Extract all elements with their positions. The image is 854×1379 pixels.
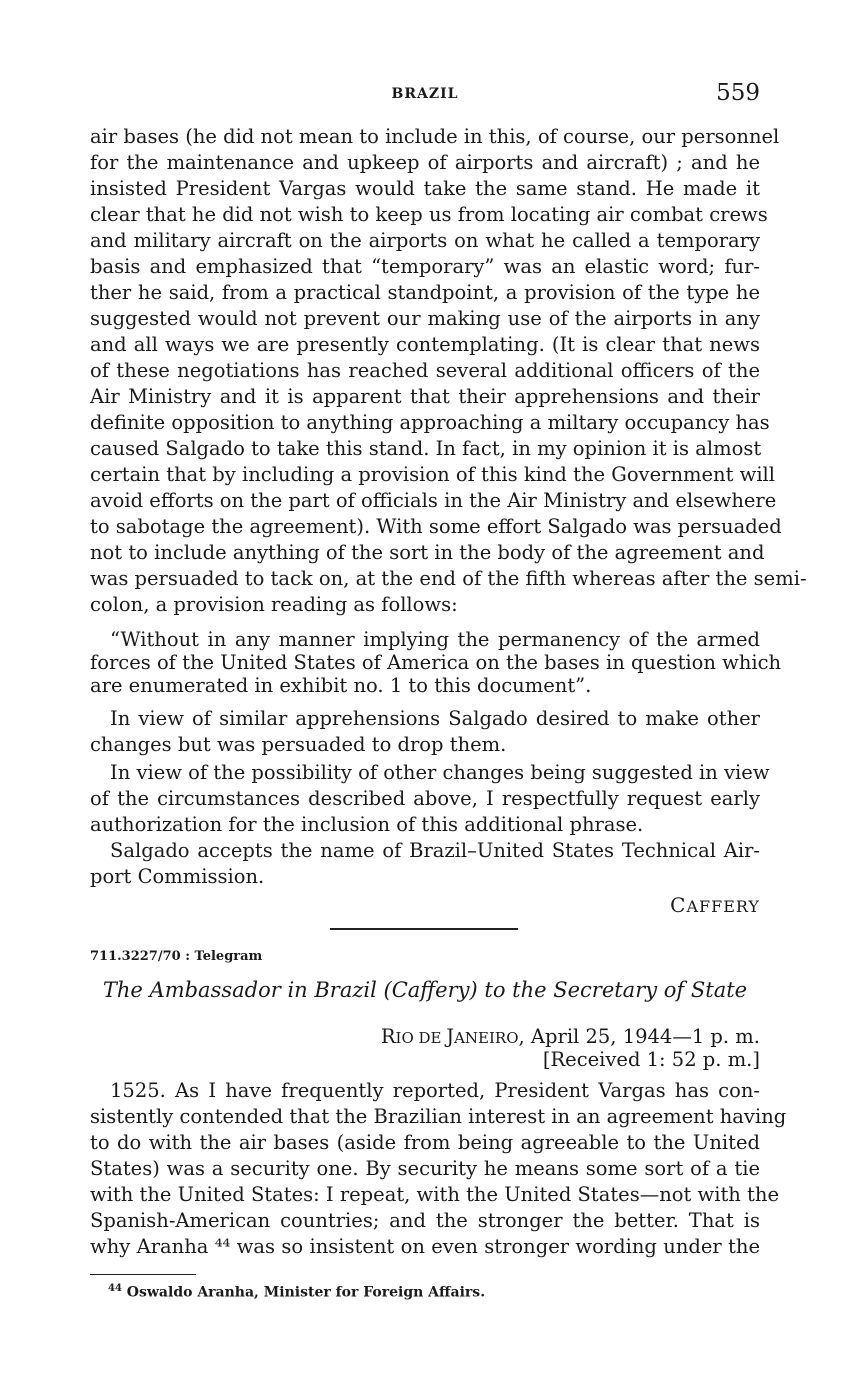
body-line: air bases (he did not mean to include in this, of course, our personnel bbox=[90, 125, 780, 148]
paragraph bbox=[90, 706, 760, 758]
body-line: sistently contended that the Brazilian interest in an agreement having bbox=[90, 1105, 787, 1128]
body-line: and all ways we are presently contemplating. (It is clear that news bbox=[90, 333, 760, 356]
received-time: [Received 1: 52 p. m.] bbox=[542, 1048, 760, 1071]
body-line: to sabotage the agreement). With some effort Salgado was persuaded bbox=[90, 515, 782, 538]
signature-rest: AFFERY bbox=[686, 897, 760, 916]
body-line: insisted President Vargas would take the same stand. He made it bbox=[90, 177, 760, 200]
dateline-cap: J bbox=[446, 1025, 455, 1048]
page-number: 559 bbox=[716, 80, 760, 106]
body-line: In view of the possibility of other changes being suggested in view bbox=[110, 761, 770, 784]
signature bbox=[670, 893, 760, 917]
dateline-small: IO DE bbox=[395, 1029, 447, 1047]
body-text bbox=[90, 124, 807, 618]
body-line: clear that he did not wish to keep us from locating air combat crews bbox=[90, 203, 768, 226]
file-number: 711.3227/70 : Telegram bbox=[90, 949, 263, 964]
body-line: States) was a security one. By security he means some sort of a tie bbox=[90, 1157, 760, 1180]
quote-line: forces of the United States of America on the bases in question which bbox=[90, 651, 782, 674]
body-line: of these negotiations has reached several additional officers of the bbox=[90, 359, 760, 382]
body-line: basis and emphasized that “temporary” was an elastic word; fur- bbox=[90, 255, 760, 278]
telegram-text bbox=[90, 1078, 787, 1260]
dateline bbox=[381, 1025, 760, 1048]
body-line: to do with the air bases (aside from being agreeable to the United bbox=[90, 1131, 760, 1154]
body-line: definite opposition to anything approaching a miltary occupancy has bbox=[90, 411, 770, 434]
running-title: BRAZIL bbox=[391, 86, 459, 102]
quoted-provision bbox=[90, 628, 782, 697]
dateline-small: ANEIRO bbox=[454, 1029, 519, 1047]
body-line: caused Salgado to take this stand. In fact, in my opinion it is almost bbox=[90, 437, 762, 460]
dateline-date: , April 25, 1944—1 p. m. bbox=[518, 1025, 760, 1048]
body-line: Spanish-American countries; and the stronger the better. That is bbox=[90, 1209, 760, 1232]
body-line: and military aircraft on the airports on what he called a temporary bbox=[90, 229, 760, 252]
body-line: authorization for the inclusion of this additional phrase. bbox=[90, 813, 644, 836]
body-line: why Aranha ⁴⁴ was so insistent on even stronger wording under the bbox=[90, 1235, 760, 1258]
paragraph bbox=[90, 838, 760, 890]
footnote-text: Oswaldo Aranha, Minister for Foreign Affairs. bbox=[126, 1284, 486, 1301]
body-line: avoid efforts on the part of officials in the Air Ministry and elsewhere bbox=[90, 489, 777, 512]
body-line: was persuaded to tack on, at the end of the fifth whereas after the semi- bbox=[90, 567, 807, 590]
signature-initial: C bbox=[670, 893, 687, 917]
body-line: Salgado accepts the name of Brazil–United States Technical Air- bbox=[110, 839, 760, 862]
footnote bbox=[108, 1283, 485, 1301]
section-divider bbox=[330, 928, 518, 930]
footnote-divider bbox=[90, 1274, 196, 1275]
body-line: with the United States: I repeat, with the United States—not with the bbox=[90, 1183, 779, 1206]
body-line: for the maintenance and upkeep of airports and aircraft) ; and he bbox=[90, 151, 760, 174]
footnote-mark: 44 bbox=[108, 1283, 122, 1294]
body-line: ther he said, from a practical standpoint, a provision of the type he bbox=[90, 281, 760, 304]
body-line: of the circumstances described above, I respectfully request early bbox=[90, 787, 760, 810]
body-line: certain that by including a provision of this kind the Government will bbox=[90, 463, 776, 486]
document-title: The Ambassador in Brazil (Caffery) to the Secretary of State bbox=[102, 978, 748, 1002]
running-head bbox=[90, 80, 760, 110]
dateline-cap: R bbox=[380, 1025, 396, 1048]
quote-line: “Without in any manner implying the permanency of the armed bbox=[110, 628, 760, 651]
body-line: In view of similar apprehensions Salgado desired to make other bbox=[110, 707, 760, 730]
body-line: 1525. As I have frequently reported, President Vargas has con- bbox=[110, 1079, 760, 1102]
body-line: suggested would not prevent our making use of the airports in any bbox=[90, 307, 760, 330]
body-line: Air Ministry and it is apparent that their apprehensions and their bbox=[90, 385, 760, 408]
body-line: not to include anything of the sort in the body of the agreement and bbox=[90, 541, 765, 564]
paragraph bbox=[90, 760, 770, 838]
quote-line: are enumerated in exhibit no. 1 to this document”. bbox=[90, 674, 592, 697]
body-line: port Commission. bbox=[90, 865, 265, 888]
body-line: changes but was persuaded to drop them. bbox=[90, 733, 507, 756]
body-line: colon, a provision reading as follows: bbox=[90, 593, 458, 616]
